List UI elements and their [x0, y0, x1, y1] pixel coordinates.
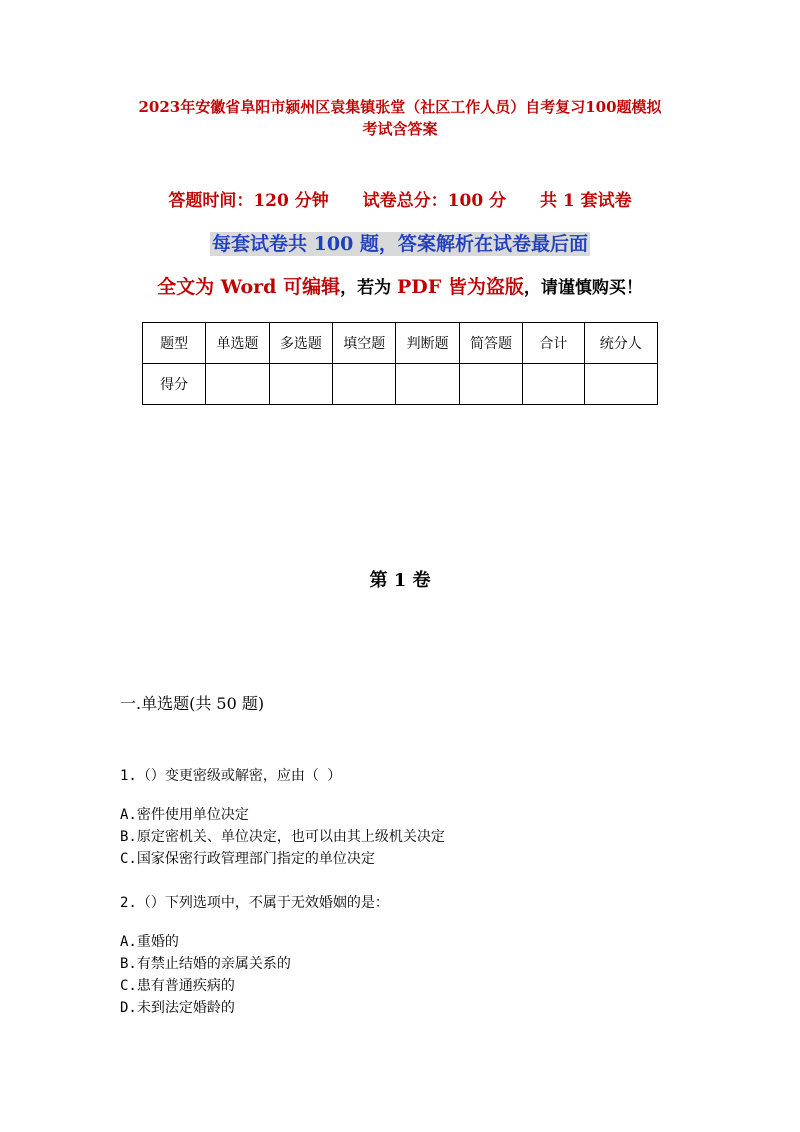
warning-part-2: ，若为: [340, 278, 398, 298]
score-cell: [269, 364, 332, 405]
score-cell: [333, 364, 396, 405]
score-row-label: 得分: [143, 364, 206, 405]
score-cell: [523, 364, 584, 405]
question-1-stem: 1.（）变更密级或解密，应由（ ）: [120, 768, 342, 784]
exam-time: 答题时间：120 分钟: [168, 191, 329, 211]
exam-total: 试卷总分：100 分: [362, 191, 507, 211]
option: A.密件使用单位决定: [120, 807, 249, 823]
score-table-score-row: [143, 364, 658, 405]
question-2-stem: 2.（）下列选项中，不属于无效婚姻的是：: [120, 895, 389, 911]
volume-heading: 第 1 卷: [369, 570, 431, 591]
header-cell: 简答题: [459, 323, 522, 364]
option: C.国家保密行政管理部门指定的单位决定: [120, 851, 375, 867]
option: B.有禁止结婚的亲属关系的: [120, 956, 291, 972]
header-cell: 多选题: [269, 323, 332, 364]
document-title: [100, 96, 700, 140]
score-table-header-row: [143, 323, 658, 364]
score-cell: [584, 364, 658, 405]
header-cell: 题型: [143, 323, 206, 364]
score-cell: [206, 364, 269, 405]
question-1-options: [120, 804, 445, 870]
title-line-2: 考试含答案: [362, 120, 438, 138]
piracy-warning: [0, 272, 800, 299]
header-cell: 统分人: [584, 323, 658, 364]
title-line-1: 2023年安徽省阜阳市颍州区袁集镇张堂（社区工作人员）自考复习100题模拟: [138, 98, 662, 116]
header-cell: 单选题: [206, 323, 269, 364]
warning-part-3: PDF 皆为盗版: [397, 276, 524, 298]
score-cell: [459, 364, 522, 405]
question-2-options: [120, 931, 291, 1019]
option: B.原定密机关、单位决定，也可以由其上级机关决定: [120, 829, 445, 845]
header-cell: 填空题: [333, 323, 396, 364]
answer-note: [0, 229, 800, 256]
option: D.未到法定婚龄的: [120, 1000, 235, 1016]
exam-info: [0, 186, 800, 211]
warning-part-4: ，请谨慎购买！: [523, 278, 643, 298]
option: A.重婚的: [120, 934, 179, 950]
section-heading: 一.单选题(共 50 题): [120, 694, 265, 713]
warning-part-1: 全文为 Word 可编辑: [157, 276, 341, 298]
answer-note-text: 每套试卷共 100 题，答案解析在试卷最后面: [212, 233, 588, 255]
header-cell: 合计: [523, 323, 584, 364]
exam-sets: 共 1 套试卷: [539, 191, 632, 211]
score-cell: [396, 364, 459, 405]
score-table: [142, 322, 658, 405]
header-cell: 判断题: [396, 323, 459, 364]
option: C.患有普通疾病的: [120, 978, 235, 994]
